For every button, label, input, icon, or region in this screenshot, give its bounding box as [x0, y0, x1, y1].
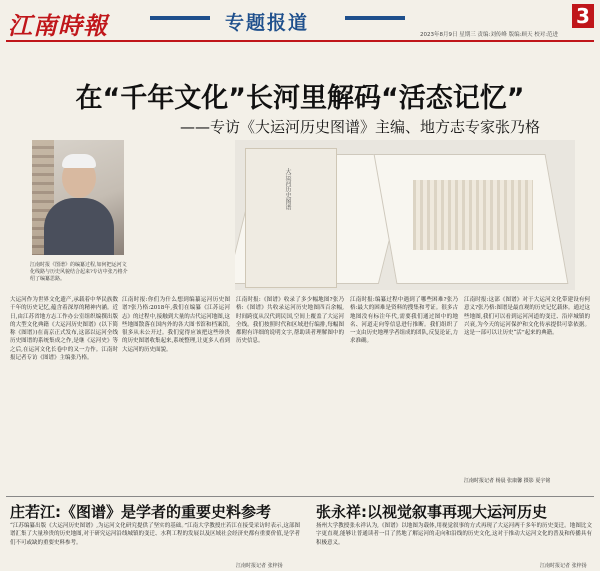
map-illustration [413, 180, 533, 250]
subheadline: ——专访《大运河历史图谱》主编、地方志专家张乃格 [180, 118, 541, 136]
section-title: 专题报道 [225, 12, 310, 34]
dateline: 2023年8月9日 星期三 责编:刘传峰 版编:顾天 校对:范进 [420, 32, 559, 38]
section-divider [6, 496, 594, 497]
sidebar2-reporter: 江南时报记者 张梓扬 [540, 563, 587, 569]
portrait-photo [32, 140, 124, 255]
masthead [0, 0, 600, 40]
sidebar1-title: 庄若江:《图谱》是学者的重要史料参考 [10, 503, 272, 521]
newspaper-logo: 江南時報 [8, 11, 108, 40]
section-bar-right [345, 16, 405, 20]
sidebar1-text: “江苏编纂出版《大运河历史图谱》,为运河文化研究提供了坚实的基础。”江南大学教授庄若江在接受采访时表示,这部图谱汇集了大量珍贵的历史地图,对于研究运河沿线城镇的变迁、水利工程的发展以及区域社会经济史都有重要价值,是学者们不可或缺的重要史料参考。 [10, 523, 300, 546]
article-column-2: 江南时报:你们为什么想到编纂运河历史图谱?张乃格:2018年,我们在编纂《江苏运河志》的过程中,接触到大量的古代运河地图,这些地图散落在国内外的各大图书馆和档案馆,很多从未公开过。我们觉得应该把这些珍贵的历史图谱收集起来,系统整理,让更多人看到大运河的历史面貌。 [122, 297, 230, 353]
sidebar2-text: 扬州大学教授张永祥认为,《图谱》以地图为载体,用视觉叙事的方式再现了大运河两千多年的历史变迁。地图比文字更直观,能够让普通读者一目了然地了解运河的走向和沿线的历史文化,这对于推动大运河文化的普及和传播具有积极意义。 [316, 523, 592, 546]
article-column-4: 江南时报:编纂过程中遇到了哪些困难?张乃格:最大的困难是资料的搜集和考证。很多古地图没有标注年代,需要我们通过图中的地名、河道走向等信息进行推断。我们组织了一支由历史地理学者组成的团队,反复论证,力求准确。 [350, 297, 458, 345]
page-number: 3 [572, 4, 594, 28]
section-bar-left [150, 16, 210, 20]
book-case-title: 大运河历史图谱 [284, 168, 291, 210]
sidebar1-reporter: 江南时报记者 张梓扬 [236, 563, 283, 569]
article-bylines: 江南时报记者 杨晨 张康馨 摄影 夏宇铭 [464, 478, 551, 484]
article-column-5: 江南时报:这部《图谱》对于大运河文化带建设有何意义?张乃格:图谱是最直观的历史记忆载体。通过这些地图,我们可以看到运河河道的变迁、沿岸城镇的兴衰,为今天的运河保护和文化传承提供可靠依据。这是一部可以让历史“活”起来的典籍。 [464, 297, 590, 337]
portrait-hair [62, 154, 96, 168]
masthead-rule [6, 40, 594, 42]
portrait-caption: 江南时报《图谱》的编纂过程,如何把运河文化线路与历史风貌结合起来?专访中张乃格介绍了编纂思路。 [30, 262, 128, 282]
article-column-1: 大运河作为世界文化遗产,承载着中华民族数千年的历史记忆,蕴含着深厚的精神内涵。近日,由江苏省地方志工作办公室组织编撰出版的大型文化典籍《大运河历史图谱》(以下简称《图谱》)在南京正式发布,这部以运河全线历史图谱的系统集成之作,是继《运河史》等之后,在运河文化长卷中的又一力作。江南时报记者专访《图谱》主编张乃格。 [10, 297, 118, 362]
sidebar2-title: 张永祥:以视觉叙事再现大运河历史 [316, 503, 548, 521]
headline: 在“千年文化”长河里解码“活态记忆” [75, 83, 525, 114]
portrait-body [44, 198, 114, 255]
article-column-3: 江南时报:《图谱》收录了多少幅地图?张乃格:《图谱》共收录运河历史地图四百余幅,时间跨度从汉代到民国,空间上覆盖了大运河全线。我们按照时代和区域进行编排,每幅图都附有详细的说明文字,帮助读者理解图中的历史信息。 [236, 297, 344, 345]
book-photo [235, 140, 575, 290]
